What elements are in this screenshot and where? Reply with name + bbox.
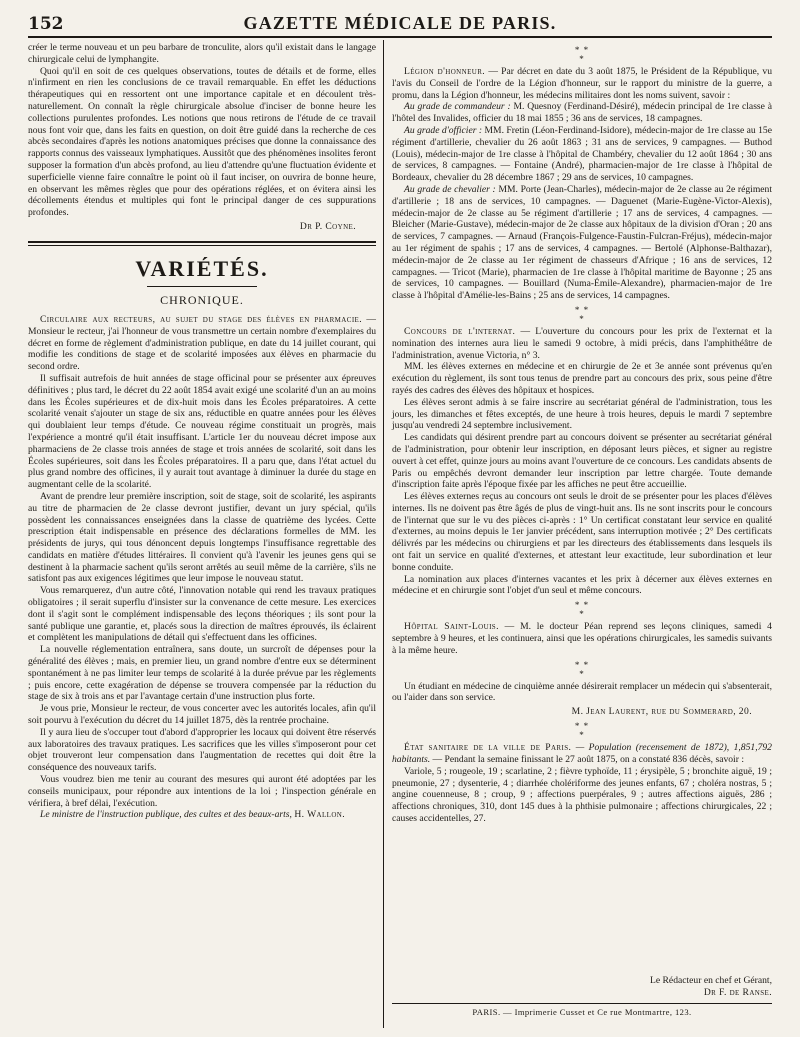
- officier-label: Au grade d'officier :: [404, 124, 483, 136]
- paragraph: MM. les élèves externes en médecine et en chirurgie de 2e et 3e année sont prévenus qu'en exécution du règlement, ils sont tous tenus de prendre part au concours des prix, sous peine d'être rayés des cadres des élèves des hôpitaux et hospices.: [392, 361, 772, 396]
- paragraph: Les élèves seront admis à se faire inscrire au secrétariat général de l'administration, tous les jours, les dimanches et fêtes exceptés, de une heure à trois heures, depuis le mardi 7 septembre jusqu'au vendredi 24 septembre inclusivement.: [392, 396, 772, 432]
- etat-paragraph: [392, 742, 772, 766]
- paragraph: créer le terme nouveau et un peu barbare de tronculite, alors qu'il existait dans le langage chirurgicale celui de lymphangite.: [28, 42, 376, 65]
- left-column: [28, 42, 376, 821]
- legion-paragraph: [392, 66, 772, 101]
- etat-heading: État sanitaire de la ville de Paris.: [404, 742, 572, 754]
- paragraph: Les élèves externes reçus au concours ont seuls le droit de se présenter pour les places d'élèves internes. Ils ne doivent pas être âgés de plus de vingt-huit ans. Ils ne sont inscrits pour le concours de l'internat que sur le vu des pièces ci-après : 1° Un certificat constatant leur service en qualité d'externes, au moins depuis le 1er janvier précédent, sans interruption motivée ; 2° Des certificats délivrés par les médecins ou chirurgiens et par les directeurs des établissements dans lesquels ils ont fait un service en qualité d'externes, et attestant leur exactitude, leur subordination et leur bonne conduite.: [392, 491, 772, 573]
- paragraph: Quoi qu'il en soit de ces quelques observations, toutes de détails et de forme, elles n'infirment en rien les conclusions de ce travail remarquable. En effet les déductions thérapeutiques qui en ressortent ont une importance capitale et en découlent très-naturellement. On connaît la règle chirurgicale absolue d'inciser de bonne heure les collections purulentes profondes. Les notions que nous retirons de l'étude de ce travail nous font voir que, dans les faits en question, on doit être guidé dans la recherche de ces abcès secondaires d'après les notions anatomiques précises que donne la connaissance des rapports connus des vaisseaux lymphatiques. Aussitôt que des phénomènes insolites feront supposer la formation d'un abcès profond, au lieu d'attendre qu'une fluctuation évidente et superficielle vienne faire connaître le point où il faut inciser, on ouvrira de bonne heure, en observant les mêmes règles que pour des opérations réglées, et on évitera ainsi les décollements étendus et multiples qui font le principal danger de ces suppurations profondes.: [28, 65, 376, 219]
- chevalier-paragraph: [392, 184, 772, 302]
- circular-heading: Circulaire aux recteurs, au sujet du stage des élèves en pharmacie.: [40, 313, 363, 325]
- etat-population: — Population (recensement de 1872), 1,851,792 habitants.: [392, 742, 772, 766]
- separator-stars: * * *: [574, 600, 590, 620]
- legion-heading: Légion d'honneur.: [404, 66, 486, 77]
- commandeur-label: Au grade de commandeur :: [404, 101, 511, 113]
- title-rule: [147, 286, 257, 287]
- column-divider: [383, 40, 384, 1028]
- officier-body: MM. Fretin (Léon-Ferdinand-Isidore), médecin-major de 1re classe au 15e régiment d'artillerie, chevalier du 26 août 1863 ; 31 ans de services, 9 campagnes. — Buthod (Louis), médecin-major de 1re classe à l'hôpital de Chambéry, chevalier du 12 août 1864 ; 30 ans de services, 8 campagnes. — Fontaine (André), pharmacien-major de 1re classe à l'hôpital de Bordeaux, chevalier du 28 décembre 1867 ; 29 ans de services, 10 campagnes.: [392, 124, 772, 184]
- concours-heading: Concours de l'internat.: [404, 325, 516, 337]
- editor-name: Dr F. de Ranse.: [703, 987, 772, 998]
- editor-line: Le Rédacteur en chef et Gérant,: [650, 975, 772, 986]
- commandeur-body: M. Quesnoy (Ferdinand-Désiré), médecin principal de 1re classe à l'hôtel des Invalides, officier du 18 mai 1855 ; 36 ans de services, 18 campagnes.: [392, 101, 772, 125]
- running-title: GAZETTE MÉDICALE DE PARIS.: [243, 13, 557, 33]
- officier-paragraph: [392, 125, 772, 184]
- concours-body: — L'ouverture du concours pour les prix de l'externat et la nomination des internes aura lieu le samedi 9 octobre, à midi précis, dans l'amphithéâtre de l'administration, avenue Victoria, n° 3.: [392, 325, 772, 361]
- chevalier-body: MM. Porte (Jean-Charles), médecin-major de 2e classe au 2e régiment d'artillerie ; 18 ans de services, 10 campagnes. — Daguenet (Marie-Eugène-Victor-Alexis), médecin-major de 2e classe au 5e régiment d'artillerie ; 17 ans de services, 4 campagnes. — Bleicher (Marie-Gustave), médecin-major de 2e classe aux hôpitaux de la division d'Oran ; 20 ans de services, 7 campagnes. — Arnaud (François-Fulgence-Faustin-Fulcran-Fréjus), médecin-major au 1er régiment de spahis ; 17 ans de services, 4 campagnes. — Bertolé (Alphonse-Balthazar), médecin-major de 2e classe au 1er régiment de chasseurs d'Afrique ; 16 ans de services, 12 campagnes. — Tricot (Marie), pharmacien de 1re classe à l'hôpital maritime de Bayonne ; 25 ans de services, 10 campagnes. — Bouillard (Numa-Émile-Alexandre), pharmacien-major de 1re classe à l'hôpital d'Amélie-les-Bains ; 25 ans de services, 14 campagnes.: [392, 183, 772, 302]
- stlouis-body: — M. le docteur Péan reprend ses leçons cliniques, samedi 4 septembre à 9 heures, et les continuera, ainsi que les opérations chirurgicales, les samedis suivants à la même heure.: [392, 621, 772, 656]
- circular-paragraph: [28, 314, 376, 373]
- paragraph: Vous remarquerez, d'un autre côté, l'innovation notable qui rend les travaux pratiques obligatoires ; il serait superflu d'insister sur la convenance de cette mesure. Les exercices dont il s'agit sont le complément indispensable des leçons théoriques ; ils sont pour la santé publique une garantie, et, placés sous la direction de maîtres éprouvés, ils éclairent et complètent les manipulations de détail qui s'effectuent dans les officines.: [28, 585, 376, 644]
- separator-stars: * * *: [574, 45, 590, 64]
- minister-signature: [28, 809, 376, 821]
- imprint: PARIS. — Imprimerie Cusset et Ce rue Montmartre, 123.: [472, 1007, 692, 1017]
- concours-paragraph: [392, 326, 772, 361]
- stlouis-heading: Hôpital Saint-Louis.: [404, 621, 499, 633]
- etat-body: — Pendant la semaine finissant le 27 août 1875, on a constaté 836 décès, savoir :: [430, 754, 744, 766]
- page-header: [28, 10, 772, 38]
- signature-laurent: M. Jean Laurent, rue du Sommerard, 20.: [571, 706, 752, 718]
- signature-coyne: Dr P. Coyne.: [299, 220, 356, 232]
- paragraph: Il y aura lieu de s'occuper tout d'abord d'approprier les locaux qui doivent être réservés aux laboratoires des travaux pratiques. Les sacrifices que les villes s'imposeront pour cet objet trouveront leur compensation dans l'augmentation de recettes qui doit être la conséquence des nouveaux tarifs.: [28, 726, 376, 774]
- section-title: VARIÉTÉS.: [135, 255, 269, 281]
- separator-stars: * * *: [574, 721, 590, 741]
- paragraph: Un étudiant en médecine de cinquième année désirerait remplacer un médecin qui s'absenterait, ou l'aider dans son service.: [392, 680, 772, 704]
- minister-title: Le ministre de l'instruction publique, des cultes et des beaux-arts,: [40, 809, 292, 821]
- paragraph: Avant de prendre leur première inscription, soit de stage, soit de scolarité, les aspirants au titre de pharmacien de 2e classe devront justifier, devant un jury spécial, qu'ils possèdent les connaissances enseignées dans la classe de quatrième des lycées. Cette prescription était indispensable en présence des déclarations formelles de MM. les présidents de jurys, qui tous dénoncent depuis longtemps l'insuffisance regrettable des candidats en matière d'études littéraires. Il convient qu'à l'avenir les jeunes gens qui se destinent à la pharmacie sachent qu'ils seront arrêtés au seuil même de la carrière, s'ils ne satisfont pas aux exigences légitimes que leur impose le nouveau statut.: [28, 490, 376, 585]
- separator-stars: * * *: [574, 659, 590, 679]
- paragraph: La nomination aux places d'internes vacantes et les prix à décerner aux élèves externes en médecine et en chirurgie sont l'objet d'un seul et même concours.: [392, 573, 772, 597]
- paragraph: Variole, 5 ; rougeole, 19 ; scarlatine, 2 ; fièvre typhoïde, 11 ; érysipèle, 5 ; bronchite aiguë, 19 ; pneumonie, 27 ; dysenterie, 4 ; diarrhée cholériforme des jeunes enfants, 67 ; choléra nostras, 5 ; angine couenneuse, 8 ; croup, 9 ; affections puerpérales, 9 ; autres affections aiguës, 286 ; affections chroniques, 310, dont 145 dues à la phthisie pulmonaire ; affections chirurgicales, 22 ; causes accidentelles, 27.: [392, 765, 772, 825]
- paragraph: Il suffisait autrefois de huit années de stage officinal pour se présenter aux épreuves définitives ; plus tard, le décret du 22 août 1854 avait exigé une scolarité d'un an au moins dans les Écoles supérieures et de dix-huit mois dans les Écoles préparatoires. A cette scolarité venait s'ajouter un stage de six ans, réductible en quatre années pour les élèves qui doublaient leur temps d'étude. Ce nouveau régime constituait un progrès, mais l'expérience a montré qu'il était insuffisant. L'article 1er du nouveau décret impose aux pharmaciens de 2e classe trois années de stage et trois années de scolarité, soit dans les Écoles supérieures, soit dans les Écoles préparatoires. Il a paru que, dans l'état actuel du plus grand nombre des officines, il y aurait tout avantage à diminuer la durée du stage en augmentant celle de la scolarité.: [28, 372, 376, 491]
- minister-name: H. Wallon.: [294, 809, 346, 821]
- sub-title: CHRONIQUE.: [160, 292, 244, 307]
- circular-body: — Monsieur le recteur, j'ai l'honneur de vous transmettre un certain nombre d'exemplaires du décret en forme de règlement d'administration publique, en date du 14 juillet courant, qui modifie les conditions de stage et de scolarité imposées aux élèves en pharmacie du second ordre.: [28, 313, 376, 373]
- page-number: 152: [28, 14, 64, 34]
- legion-body: — Par décret en date du 3 août 1875, le Président de la République, vu l'avis du Conseil de l'ordre de la Légion d'honneur, sur le rapport du ministre de la guerre, a promu, dans la Légion d'honneur, les médecins militaires dont les noms suivent, savoir :: [392, 66, 773, 101]
- commandeur-paragraph: [392, 101, 772, 125]
- paragraph: Je vous prie, Monsieur le recteur, de vous concerter avec les autorités locales, afin qu'il soit pourvu à l'exécution du décret du 14 juillet 1875, dès la rentrée prochaine.: [28, 703, 376, 727]
- chevalier-label: Au grade de chevalier :: [404, 183, 496, 195]
- right-column: [392, 42, 772, 825]
- section-divider: [28, 241, 376, 246]
- paragraph: Les candidats qui désirent prendre part au concours doivent se présenter au secrétariat général de l'administration, pour obtenir leur inscription, en déposant leurs pièces, et signer au registre ouvert à cet effet, quinze jours au moins avant l'ouverture de ce concours. Les candidats absents de Paris ou empêchés devront demander leur inscription par lettre chargée. Toute demande d'inscription faite après l'époque fixée par les affiches ne peut être accueillie.: [392, 432, 772, 491]
- paragraph: Vous voudrez bien me tenir au courant des mesures qui auront été adoptées par les conseils municipaux, pour répondre aux intentions de la loi ; l'inspection générale en vérifiera, à bref délai, l'exécution.: [28, 774, 376, 809]
- footer: [392, 975, 772, 1017]
- separator-stars: * * *: [574, 304, 590, 324]
- paragraph: La nouvelle réglementation entraînera, sans doute, un surcroît de dépenses pour la généralité des élèves ; mais, en premier lieu, un grand nombre d'entre eux se déterminent spontanément à ne pas limiter leur temps de scolarité à la durée prévue par les règlements ; puis encore, cette exagération de dépense se trouvera compensée par la réduction du stage de six à trois ans et par l'avantage certain d'une instruction plus forte.: [28, 644, 376, 703]
- footer-rule: [392, 1003, 772, 1004]
- stlouis-paragraph: [392, 621, 772, 656]
